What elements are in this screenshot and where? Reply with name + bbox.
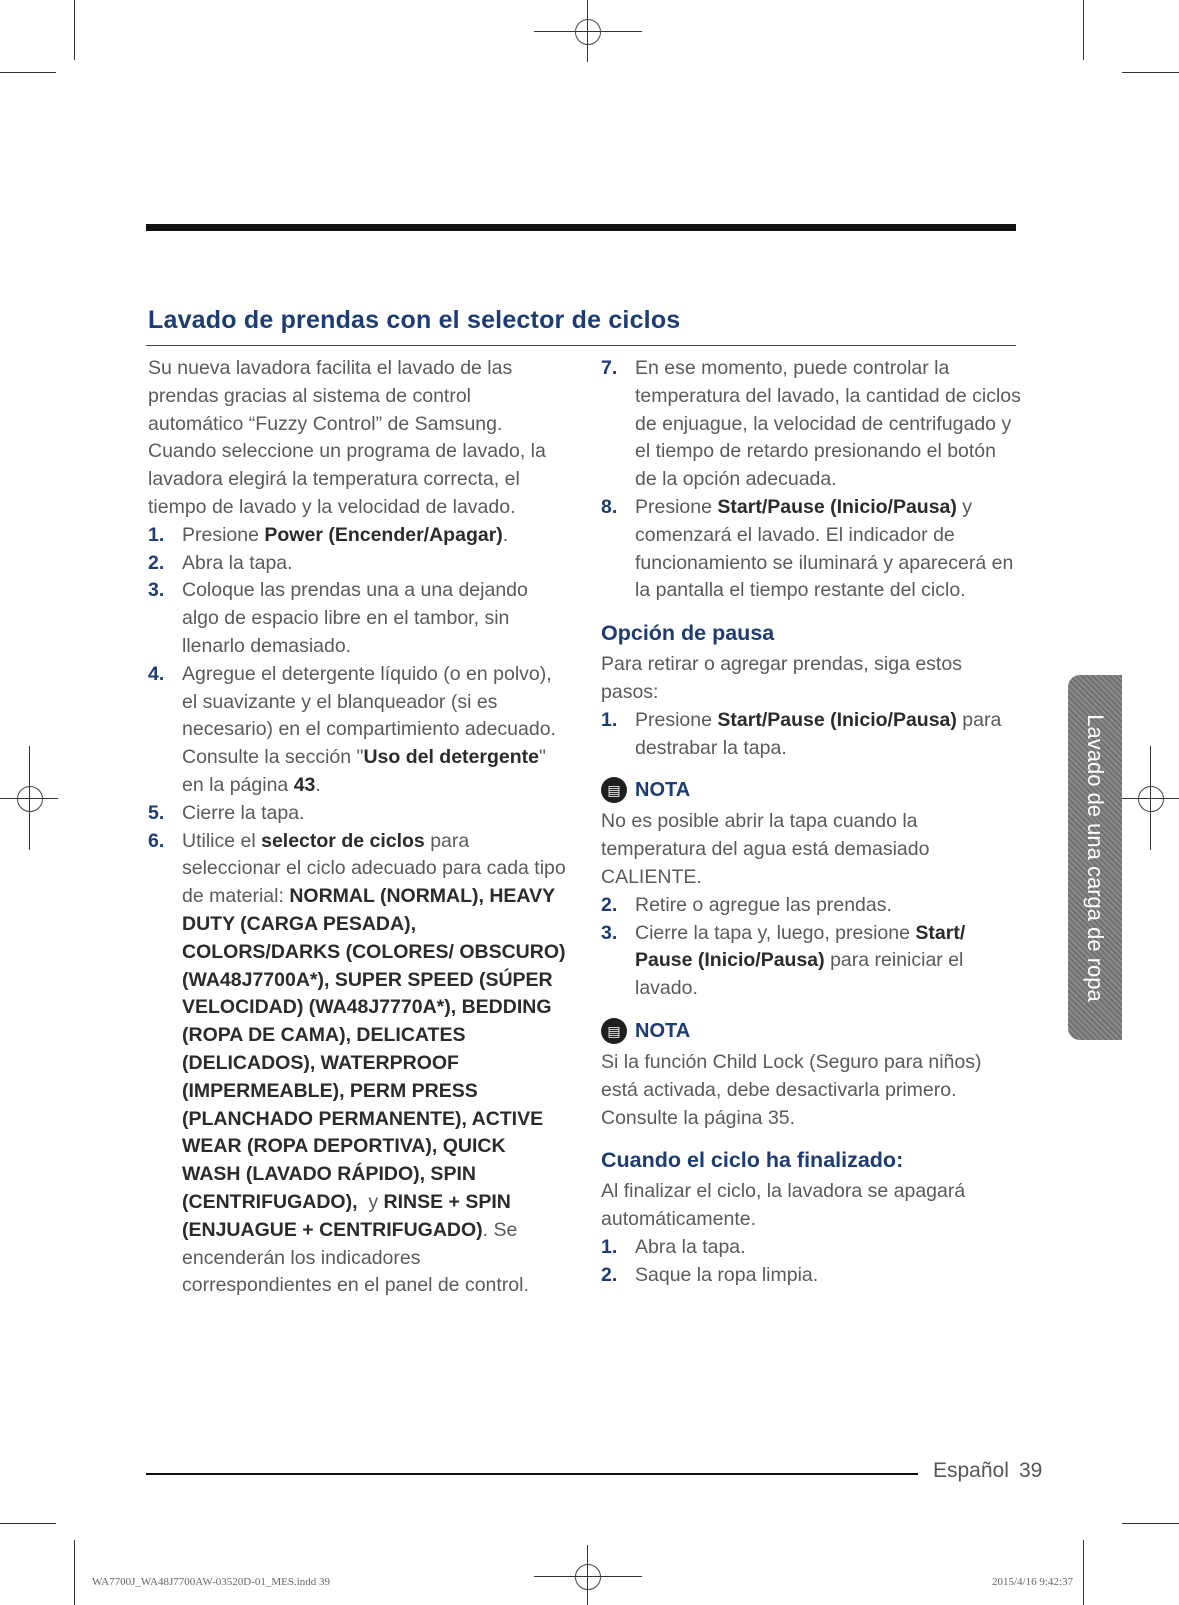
- step-text: para destrabar la tapa.: [635, 708, 1002, 759]
- registration-mark: [575, 1564, 601, 1590]
- step-text: para seleccionar el ciclo adecuado para cada tipo de material:: [182, 829, 566, 908]
- print-date-info: 2015/4/16 9:42:37: [992, 1576, 1073, 1588]
- crop-mark: [74, 0, 75, 60]
- note-label: NOTA: [635, 1019, 691, 1042]
- pause-step-3: [601, 920, 1021, 1003]
- step-bold: Start/Pause (Inicio/Pausa): [717, 708, 957, 731]
- finished-step-2: [601, 1262, 1021, 1290]
- crop-mark: [1083, 0, 1084, 60]
- step-number: 4.: [148, 662, 165, 685]
- step-text: Cierre la tapa.: [182, 801, 305, 824]
- crop-mark: [0, 1523, 56, 1524]
- step-2: [148, 550, 568, 578]
- step-bold: Start/ Pause (Inicio/Pausa): [635, 921, 966, 972]
- step-number: 5.: [148, 801, 165, 824]
- step-8: [601, 494, 1021, 605]
- pause-intro: Para retirar o agregar prendas, siga estos pasos:: [601, 653, 962, 703]
- right-column: [601, 355, 1021, 1290]
- step-text: Agregue el detergente líquido (o en polvo), el suavizante y el blanqueador (si es necesario) en el compartimiento adecuado. Consulte la sección ": [182, 662, 556, 769]
- step-number: 2.: [601, 893, 618, 916]
- left-column: [148, 355, 568, 1300]
- cycle-list: RINSE + SPIN (ENJUAGUE + CENTRIFUGADO): [182, 1190, 511, 1241]
- note-heading: [601, 1017, 1021, 1045]
- step-bold: Uso del detergente: [363, 746, 539, 769]
- step-number: 1.: [601, 1235, 618, 1258]
- step-1: [148, 522, 568, 550]
- chapter-tab-label: Lavado de una carga de ropa: [1083, 713, 1108, 1002]
- step-text: Presione: [635, 708, 718, 731]
- step-text: En ese momento, puede controlar la temperatura del lavado, la cantidad de ciclos de enjuague, la velocidad de centrifugado y el tiempo de retardo presionando el botón de la opción adecuada.: [635, 357, 1021, 491]
- cycle-list: NORMAL (NORMAL), HEAVY DUTY (CARGA PESADA), COLORS/DARKS (COLORES/ OBSCURO) (WA48J7700A*), SUPER SPEED (SÚPER VELOCIDAD) (WA48J7770A*), BEDDING (ROPA DE CAMA), DELICATES (DELICADOS), WATERPROOF (IMPERMEABLE), PERM PRESS (PLANCHADO PERMANENTE), ACTIVE WEAR (ROPA DEPORTIVA), QUICK WASH (LAVADO RÁPIDO), SPIN (CENTRIFUGADO),: [182, 885, 566, 1213]
- print-file-info: WA7700J_WA48J7700AW-03520D-01_MES.indd 39: [92, 1576, 331, 1588]
- step-text: Saque la ropa limpia.: [635, 1263, 819, 1286]
- step-text: Utilice el: [182, 829, 262, 852]
- finished-step-1: [601, 1234, 1021, 1262]
- step-text: Presione: [182, 523, 265, 546]
- step-number: 1.: [601, 708, 618, 731]
- step-text: y: [357, 1190, 384, 1213]
- step-number: 6.: [148, 829, 165, 852]
- step-bold: Power (Encender/Apagar): [264, 523, 503, 546]
- step-text: Abra la tapa.: [182, 551, 293, 574]
- step-number: 7.: [601, 357, 618, 379]
- step-text: y comenzará el lavado. El indicador de funcionamiento se iluminará y aparecerá en la pantalla el tiempo restante del ciclo.: [635, 495, 1014, 602]
- crop-mark: [1083, 1540, 1084, 1605]
- footer-language: Español: [933, 1459, 1009, 1482]
- pause-step-1: [601, 707, 1021, 763]
- step-text: Retire o agregue las prendas.: [635, 893, 892, 916]
- step-text: para reiniciar el lavado.: [635, 949, 964, 1000]
- header-bar: [146, 224, 1016, 231]
- section-title: Lavado de prendas con el selector de ciclos: [148, 306, 681, 334]
- step-text: " en la página: [182, 746, 546, 796]
- crop-mark: [74, 1540, 75, 1605]
- note-text: No es posible abrir la tapa cuando la temperatura del agua está demasiado CALIENTE.: [601, 810, 930, 888]
- chapter-tab: [1068, 675, 1122, 1040]
- step-number: 2.: [148, 551, 165, 574]
- step-text: Cierre la tapa y, luego, presione: [635, 921, 916, 944]
- step-text: .: [502, 523, 509, 546]
- title-rule: [146, 345, 1016, 346]
- step-number: 8.: [601, 495, 618, 518]
- pause-step-2: [601, 892, 1021, 920]
- crop-mark: [1122, 72, 1179, 73]
- step-number: 3.: [601, 921, 618, 944]
- footer-rule: [146, 1473, 918, 1475]
- registration-mark: [575, 19, 601, 45]
- page-number: 39: [1019, 1459, 1043, 1482]
- step-bold: Start/Pause (Inicio/Pausa): [717, 495, 957, 518]
- note-icon: ▤: [601, 1018, 627, 1044]
- finished-heading: Cuando el ciclo ha finalizado:: [601, 1148, 904, 1173]
- note-heading: [601, 776, 1021, 804]
- step-4: [148, 661, 568, 800]
- intro-paragraph: Su nueva lavadora facilita el lavado de las prendas gracias al sistema de control automático “Fuzzy Control” de Samsung. Cuando seleccione un programa de lavado, la lavadora elegirá la temperatura correcta, el tiempo de lavado y la velocidad de lavado.: [148, 357, 546, 518]
- step-number: 3.: [148, 579, 165, 602]
- step-6: [148, 828, 568, 1301]
- crop-mark: [0, 72, 56, 73]
- note-text: Si la función Child Lock (Seguro para niños) está activada, debe desactivarla primero. Consulte la página 35.: [601, 1050, 982, 1129]
- registration-mark: [17, 786, 43, 812]
- step-7: [601, 355, 1021, 494]
- step-bold: selector de ciclos: [261, 829, 425, 852]
- crop-mark: [1122, 1523, 1179, 1524]
- step-number: 2.: [601, 1263, 618, 1286]
- pause-heading: Opción de pausa: [601, 621, 775, 646]
- registration-mark: [1138, 786, 1164, 812]
- step-text: . Se encenderán los indicadores correspondientes en el panel de control.: [182, 1218, 529, 1297]
- page-reference: 43: [293, 773, 316, 796]
- step-5: [148, 800, 568, 828]
- step-number: 1.: [148, 523, 165, 546]
- step-3: [148, 577, 568, 660]
- step-text: Abra la tapa.: [635, 1235, 746, 1258]
- note-label: NOTA: [635, 779, 691, 802]
- step-text: .: [315, 773, 321, 796]
- finished-intro: Al finalizar el ciclo, la lavadora se apagará automáticamente.: [601, 1180, 966, 1231]
- step-text: Coloque las prendas una a una dejando algo de espacio libre en el tambor, sin llenarlo demasiado.: [182, 579, 528, 657]
- note-icon: ▤: [601, 777, 627, 803]
- step-text: Presione: [635, 495, 718, 518]
